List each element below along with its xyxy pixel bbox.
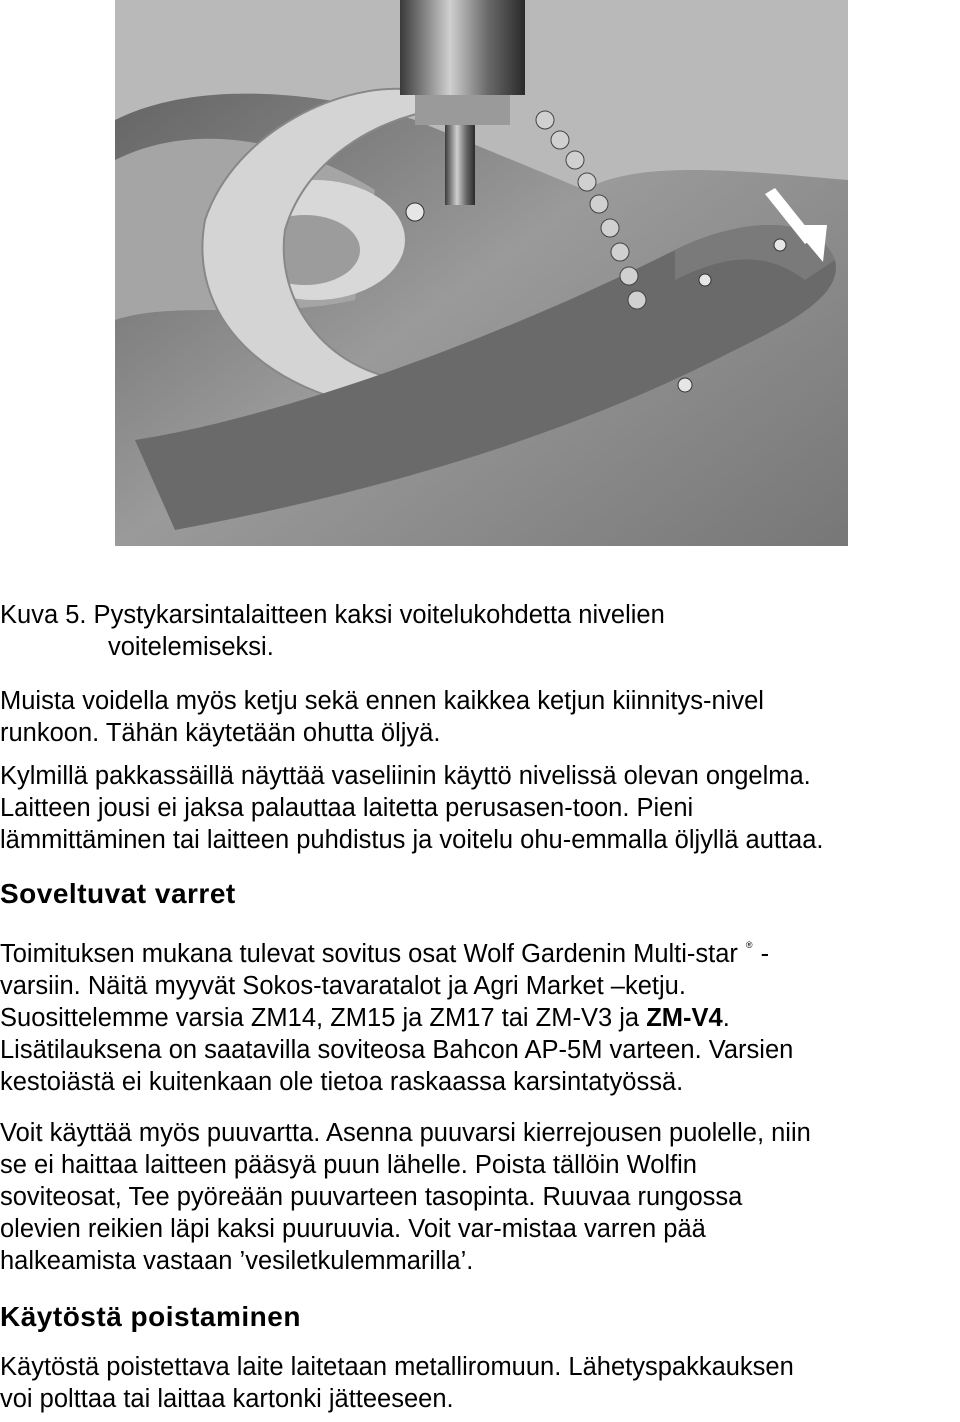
- paragraph-line: olevien reikien läpi kaksi puuruuvia. Voit var-mistaa varren pää: [0, 1215, 706, 1243]
- paragraph-line: se ei haittaa laitteen pääsyä puun lähelle. Poista tällöin Wolfin: [0, 1151, 697, 1179]
- paragraph-line: Lisätilauksena on saatavilla soviteosa Bahcon AP-5M varteen. Varsien: [0, 1036, 794, 1064]
- paragraph-line: lämmittäminen tai laitteen puhdistus ja voitelu ohu-emmalla öljyllä auttaa.: [0, 826, 824, 854]
- paragraph-line: [0, 1002, 960, 1034]
- paragraph-cold-weather: [0, 760, 960, 856]
- paragraph-line: kestoiästä ei kuitenkaan ole tietoa raskaassa karsintatyössä.: [0, 1068, 684, 1096]
- paragraph-line: Käytöstä poistettava laite laitetaan metalliromuun. Lähetyspakkauksen: [0, 1353, 794, 1381]
- handles-line3-tail: .: [722, 1004, 730, 1032]
- paragraph-line: runkoon. Tähän käytetään ohutta öljyä.: [0, 719, 441, 747]
- paragraph-line: Voit käyttää myös puuvartta. Asenna puuvarsi kierrejousen puolelle, niin: [0, 1119, 811, 1147]
- paragraph-line: voi polttaa tai laittaa kartonki jätteeseen.: [0, 1385, 454, 1413]
- caption-line: voitelemiseksi.: [108, 633, 274, 661]
- handles-line1-tail: -: [760, 940, 770, 968]
- paragraph-line: soviteosat, Tee pyöreään puuvarteen tasopinta. Ruuvaa rungossa: [0, 1183, 743, 1211]
- paragraph-line: Muista voidella myös ketju sekä ennen kaikkea ketjun kiinnitys-nivel: [0, 687, 764, 715]
- section-heading-disposal: Käytöstä poistaminen: [0, 1301, 301, 1332]
- paragraph-line: Laitteen jousi ei jaksa palauttaa laitetta perusasen-toon. Pieni: [0, 794, 694, 822]
- paragraph-line: varsiin. Näitä myyvät Sokos-tavaratalot ja Agri Market –ketju.: [0, 972, 686, 1000]
- pruner-photo-illustration: [115, 0, 848, 546]
- paragraph-line: halkeamista vastaan ’vesiletkulemmarilla’.: [0, 1247, 474, 1275]
- paragraph-line: Kylmillä pakkassäillä näyttää vaseliinin käyttö nivelissä olevan ongelma.: [0, 762, 811, 790]
- paragraph-handles: [0, 929, 960, 1098]
- figure-caption: [0, 599, 960, 663]
- registered-mark: ®: [745, 940, 753, 950]
- handles-line1: Toimituksen mukana tulevat sovitus osat Wolf Gardenin Multi-star: [0, 940, 738, 968]
- paragraph-chain-oil: [0, 685, 960, 749]
- paragraph-line: [0, 929, 960, 970]
- handles-line3: Suosittelemme varsia ZM14, ZM15 ja ZM17 tai ZM-V3 ja: [0, 1004, 647, 1032]
- paragraph-wooden-handle: [0, 1117, 960, 1277]
- figure-photo: [115, 0, 848, 546]
- section-heading-handles: Soveltuvat varret: [0, 878, 236, 909]
- paragraph-disposal: [0, 1351, 960, 1415]
- handles-line3-bold: ZM-V4: [646, 1004, 723, 1032]
- caption-line: Kuva 5. Pystykarsintalaitteen kaksi voitelukohdetta nivelien: [0, 601, 665, 629]
